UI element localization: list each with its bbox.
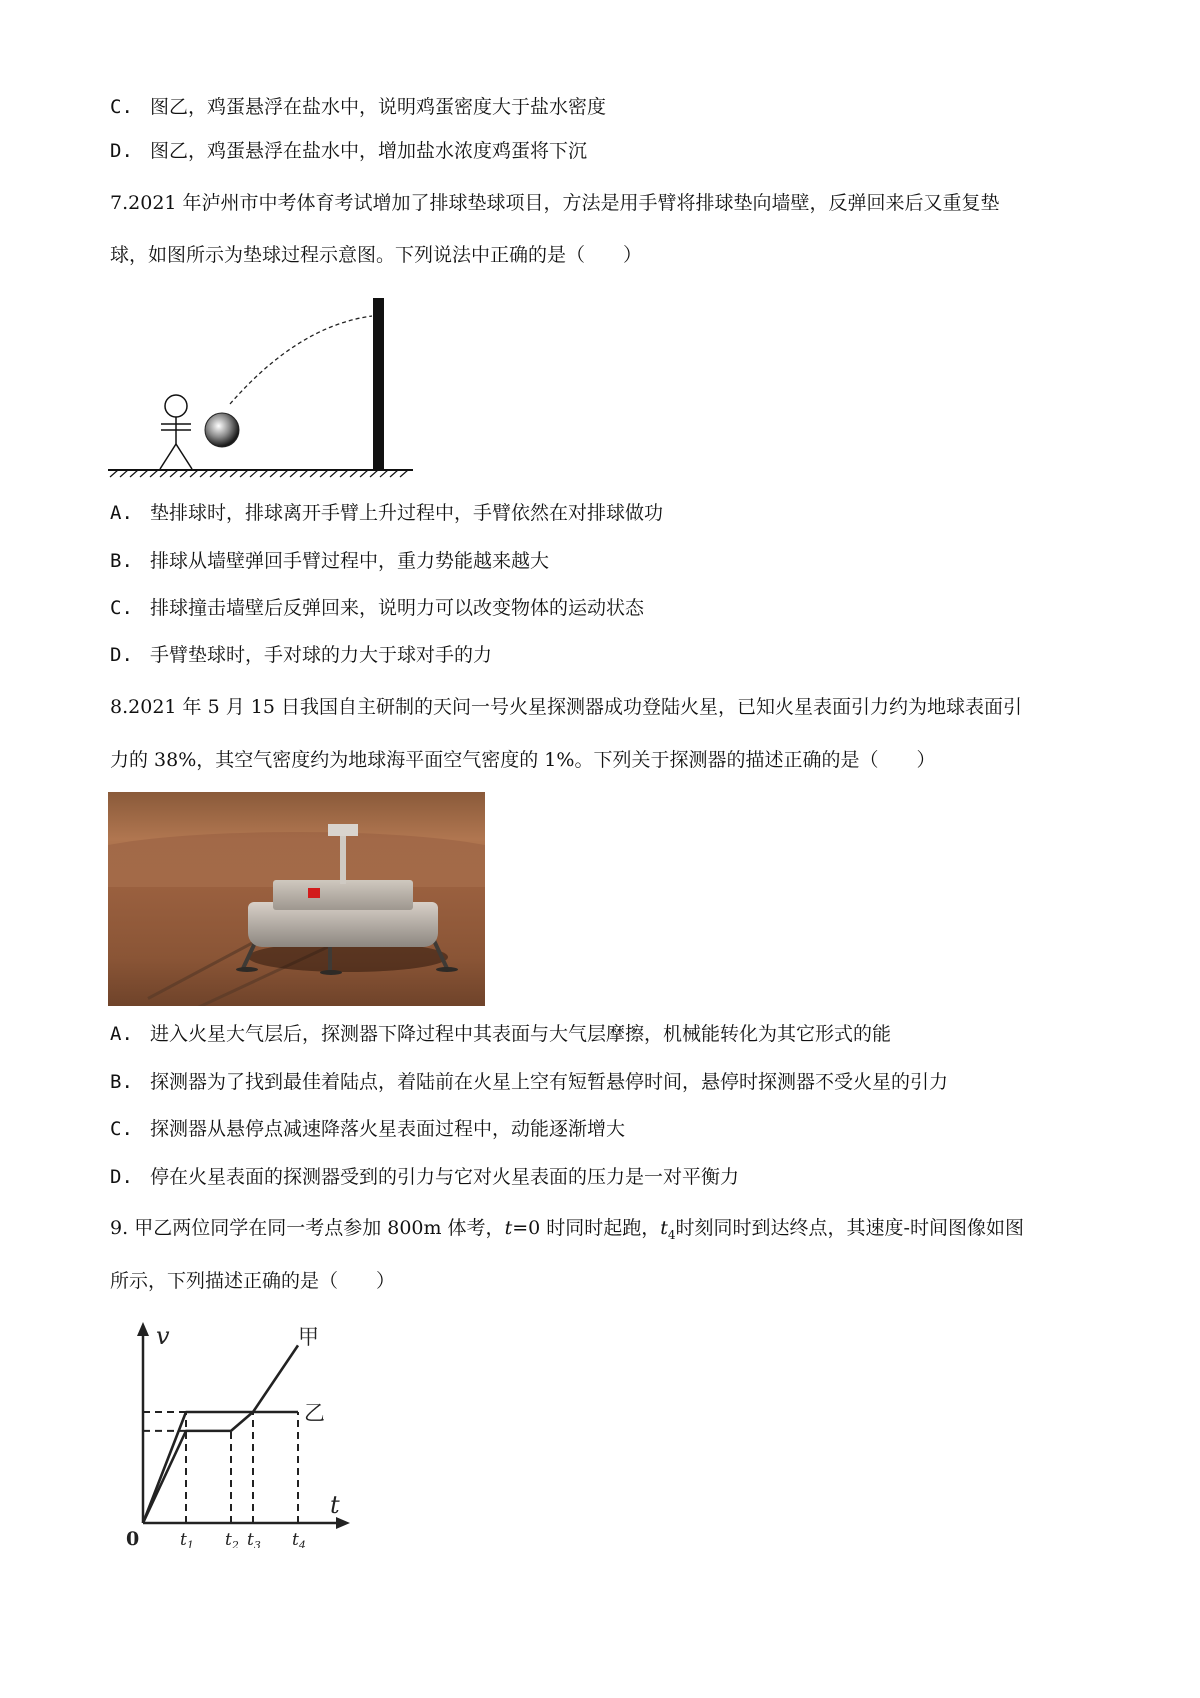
y-axis-label: v	[156, 1322, 170, 1350]
q9-stem-t4-sub: 4	[667, 1227, 676, 1242]
q8-option-d	[110, 1163, 739, 1191]
q7-option-b-text: 排球从墙壁弹回手臂过程中，重力势能越来越大	[150, 550, 550, 572]
q9-number: 9.	[110, 1217, 129, 1239]
stick-figure	[160, 395, 192, 469]
q7-option-c-letter: C.	[110, 597, 133, 619]
series-line-jia	[143, 1345, 298, 1523]
q8-option-b-letter: B.	[110, 1071, 133, 1093]
q7-option-d-letter: D.	[110, 644, 133, 666]
q9-stem-text-c: 时刻同时到达终点，其速度-时间图像如图	[675, 1217, 1024, 1239]
q8-option-d-text: 停在火星表面的探测器受到的引力与它对火星表面的压力是一对平衡力	[150, 1166, 740, 1188]
velocity-time-chart	[118, 1318, 368, 1548]
series-label-yi: 乙	[304, 1401, 325, 1425]
q9-stem-t: t	[504, 1217, 513, 1239]
q9-stem-text-a: 甲乙两位同学在同一考点参加 800m 体考，	[134, 1217, 505, 1239]
mars-lander-photo	[108, 792, 485, 1006]
wall	[373, 298, 384, 470]
q7-option-b	[110, 547, 549, 575]
q6-option-c-letter: C.	[110, 96, 133, 118]
q7-number: 7.	[110, 192, 129, 214]
x-axis-label: t	[330, 1491, 340, 1519]
q7-option-a-text: 垫排球时，排球离开手臂上升过程中，手臂依然在对排球做功	[150, 502, 664, 524]
volleyball	[205, 413, 239, 447]
q8-option-b	[110, 1068, 948, 1096]
q6-option-c-text: 图乙，鸡蛋悬浮在盐水中，说明鸡蛋密度大于盐水密度	[150, 96, 607, 118]
q7-option-b-letter: B.	[110, 550, 133, 572]
q8-option-a-text: 进入火星大气层后，探测器下降过程中其表面与大气层摩擦，机械能转化为其它形式的能	[150, 1023, 892, 1045]
q6-option-c	[110, 93, 606, 121]
q7-stem-line2: 球，如图所示为垫球过程示意图。下列说法中正确的是（ ）	[110, 244, 643, 266]
q8-stem-line2: 力的 38%，其空气密度约为地球海平面空气密度的 1%。下列关于探测器的描述正确的是（ ）	[110, 749, 936, 771]
q8-option-c	[110, 1115, 625, 1143]
ball-trajectory	[230, 316, 372, 404]
q7-option-a-letter: A.	[110, 502, 133, 524]
q9-stem-text-b: =0 时同时起跑，	[512, 1217, 661, 1239]
q8-option-d-letter: D.	[110, 1166, 133, 1188]
y-axis-arrow	[137, 1322, 149, 1336]
q8-option-a	[110, 1020, 891, 1048]
q7-option-d	[110, 641, 492, 669]
q8-option-c-letter: C.	[110, 1118, 133, 1140]
x-tick-t1: $t_1$	[180, 1530, 194, 1548]
q8-option-b-text: 探测器为了找到最佳着陆点，着陆前在火星上空有短暂悬停时间，悬停时探测器不受火星的引力	[150, 1071, 949, 1093]
q6-option-d	[110, 137, 587, 165]
series-label-jia: 甲	[298, 1325, 319, 1349]
x-tick-t4: $t_4$	[292, 1530, 306, 1548]
q7-option-d-text: 手臂垫球时，手对球的力大于球对手的力	[150, 644, 493, 666]
q8-stem-text-1: 2021 年 5 月 15 日我国自主研制的天问一号火星探测器成功登陆火星，已知火星表面引力约为地球表面引	[128, 696, 1022, 718]
volleyball-figure	[108, 296, 418, 478]
origin-label: 0	[126, 1528, 140, 1548]
q7-option-a	[110, 499, 663, 527]
x-tick-t2: $t_2$	[225, 1530, 239, 1548]
q8-option-c-text: 探测器从悬停点减速降落火星表面过程中，动能逐渐增大	[150, 1118, 626, 1140]
x-tick-t3: $t_3$	[247, 1530, 261, 1548]
q6-option-d-text: 图乙，鸡蛋悬浮在盐水中，增加盐水浓度鸡蛋将下沉	[150, 140, 588, 162]
q6-option-d-letter: D.	[110, 140, 133, 162]
q8-number: 8.	[110, 696, 129, 718]
q9-stem-t4: t	[660, 1217, 668, 1239]
ground-hatch	[110, 470, 408, 477]
q7-option-c-text: 排球撞击墙壁后反弹回来，说明力可以改变物体的运动状态	[150, 597, 645, 619]
q7-stem-line1	[110, 189, 1000, 217]
q8-stem-line1	[110, 693, 1022, 721]
q7-stem-text-1: 2021 年泸州市中考体育考试增加了排球垫球项目，方法是用手臂将排球垫向墙壁，反弹回来后又重复垫	[128, 192, 1000, 214]
q8-option-a-letter: A.	[110, 1023, 133, 1045]
q9-stem-line1	[110, 1214, 1024, 1249]
q9-stem-line2: 所示，下列描述正确的是（ ）	[110, 1270, 396, 1292]
series-line-yi	[143, 1412, 298, 1523]
q7-option-c	[110, 594, 644, 622]
